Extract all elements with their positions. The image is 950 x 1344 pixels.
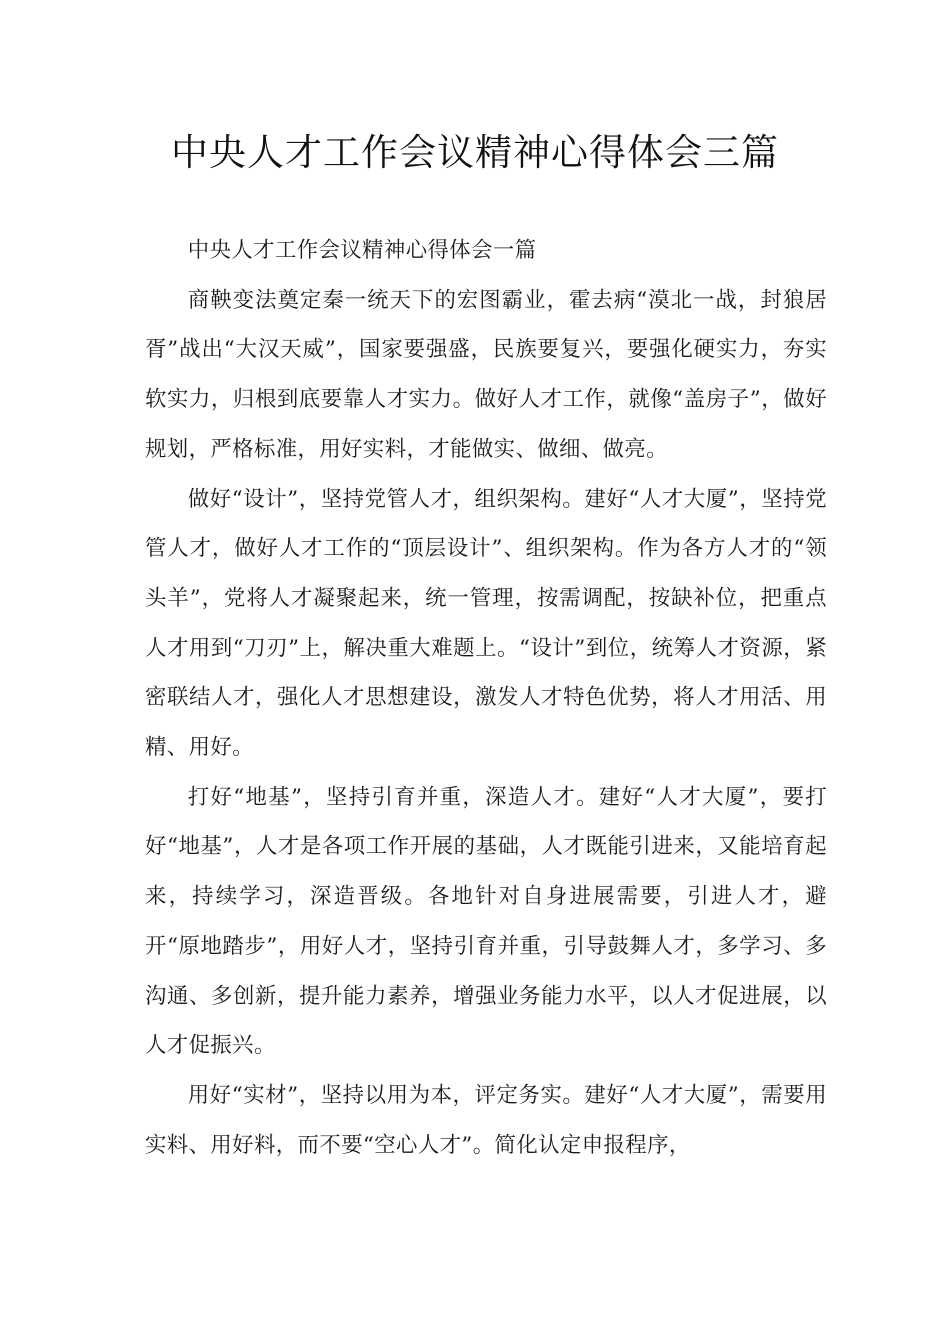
paragraph-materials: 用好“实材”，坚持以用为本，评定务实。建好“人才大厦”，需要用实料、用好料，而不要“空心人才”。简化认定申报程序， — [145, 1082, 827, 1158]
section-heading: 中央人才工作会议精神心得体会一篇 — [187, 238, 537, 263]
paragraph-intro: 商鞅变法奠定秦一统天下的宏图霸业，霍去病“漠北一战，封狼居胥”战出“大汉天威”，国家要强盛，民族要复兴，要强化硬实力，夯实软实力，归根到底要靠人才实力。做好人才工作，就像“盖房子”，做好规划，严格标准，用好实料，才能做实、做细、做亮。 — [145, 287, 827, 462]
paragraph-foundation: 打好“地基”，坚持引育并重，深造人才。建好“人才大厦”，要打好“地基”，人才是各项工作开展的基础，人才既能引进来，又能培育起来，持续学习，深造晋级。各地针对自身进展需要，引进人才，避开“原地踏步”，用好人才，坚持引育并重，引导鼓舞人才，多学习、多沟通、多创新，提升能力素养，增强业务能力水平，以人才促进展，以人才促振兴。 — [145, 784, 827, 1059]
paragraph-design: 做好“设计”，坚持党管人才，组织架构。建好“人才大厦”，坚持党管人才，做好人才工作的“顶层设计”、组织架构。作为各方人才的“领头羊”，党将人才凝聚起来，统一管理，按需调配，按缺补位，把重点人才用到“刀刃”上，解决重大难题上。“设计”到位，统筹人才资源，紧密联结人才，强化人才思想建设，激发人才特色优势，将人才用活、用精、用好。 — [145, 486, 827, 761]
document-title: 中央人才工作会议精神心得体会三篇 — [171, 131, 779, 174]
document-body — [145, 226, 827, 1170]
